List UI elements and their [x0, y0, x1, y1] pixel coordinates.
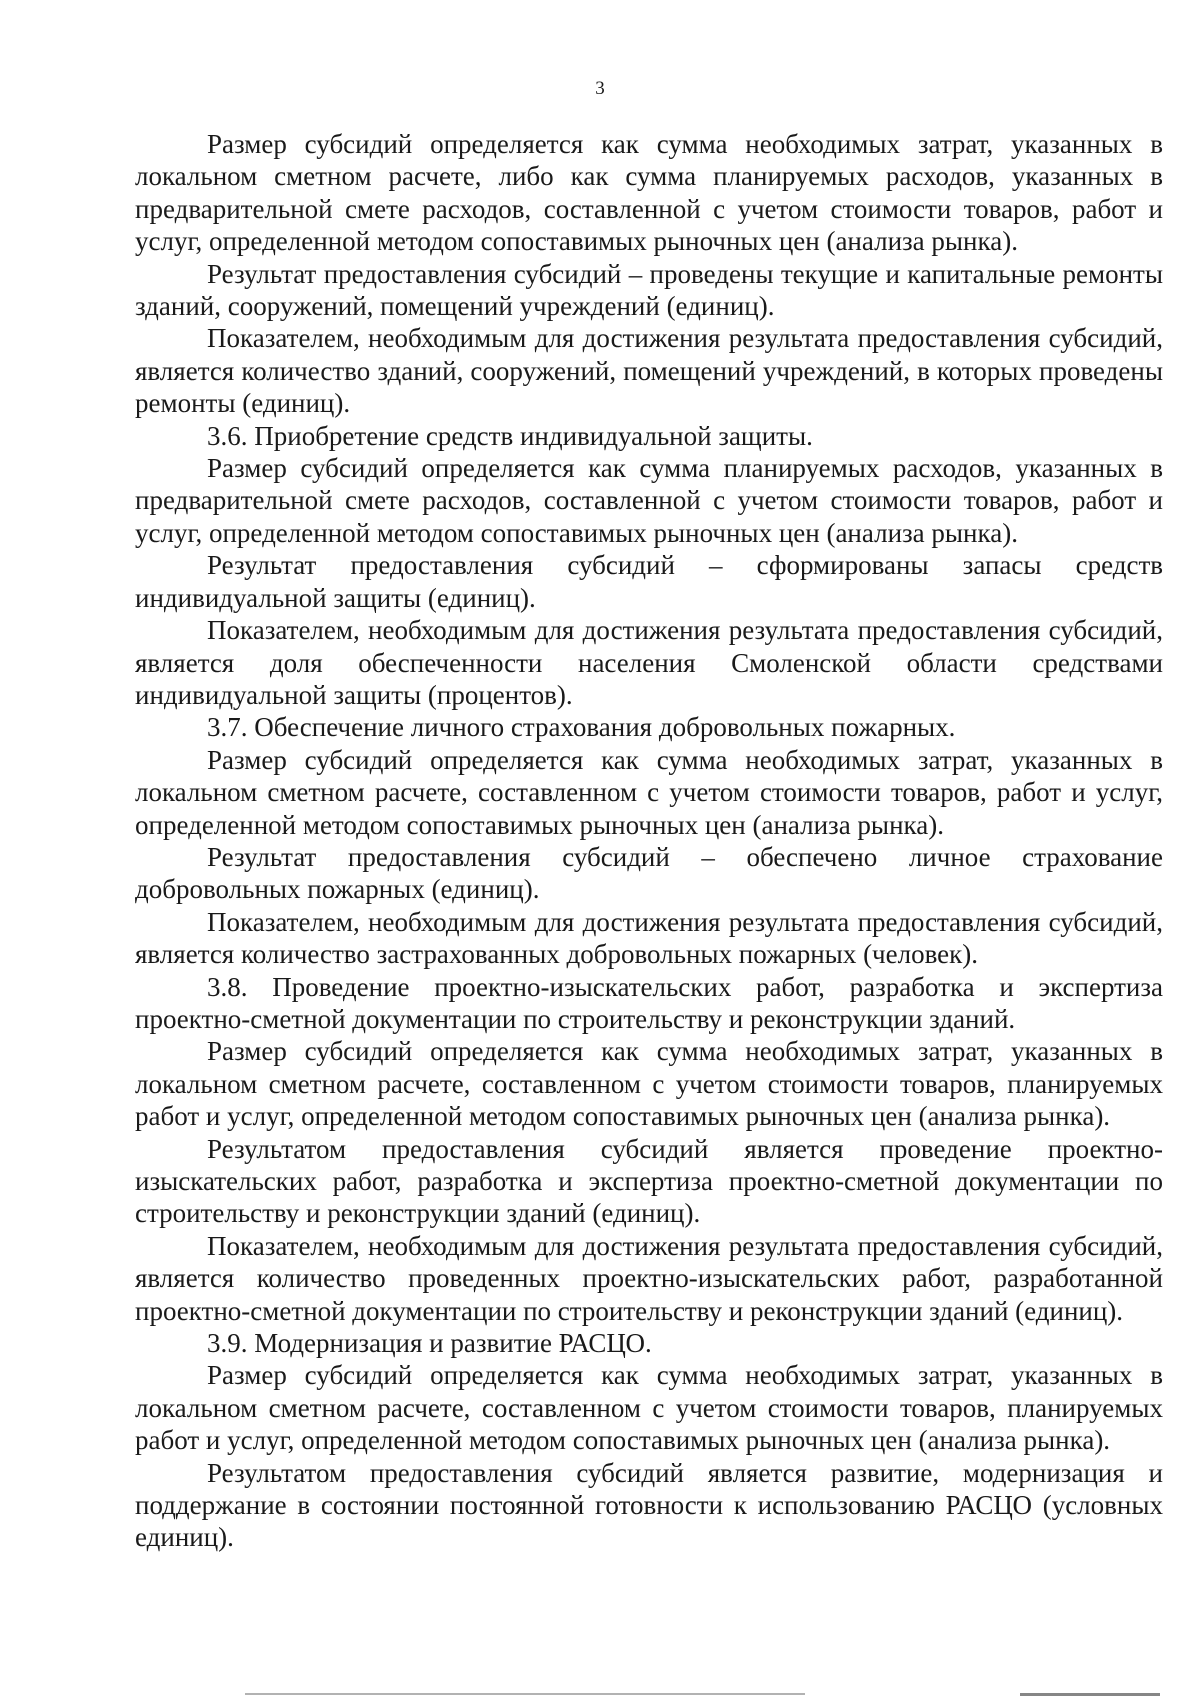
section-heading-3-6: 3.6. Приобретение средств индивидуальной защиты. [207, 420, 813, 451]
document-body [135, 128, 1163, 1554]
paragraph-subsidy-size-insurance: Размер субсидий определяется как сумма необходимых затрат, указанных в локальном сметном расчете, составленном с учетом стоимости товаров, работ и услуг, определенной методом сопоставимых рыночных цен (анализа рынка). [135, 744, 1163, 840]
paragraph-indicator-protection: Показателем, необходимым для достижения результата предоставления субсидий, является доля обеспеченности населения Смоленской области средствами индивидуальной защиты (процентов). [135, 615, 1163, 710]
paragraph-indicator-insurance: Показателем, необходимым для достижения результата предоставления субсидий, является количество застрахованных добровольных пожарных (человек). [135, 906, 1163, 970]
paragraph-subsidy-size-design: Размер субсидий определяется как сумма необходимых затрат, указанных в локальном сметном расчете, составленном с учетом стоимости товаров, планируемых работ и услуг, определенной методом сопоставимых рыночных цен (анализа рынка). [135, 1036, 1163, 1132]
paragraph-result-rasco: Результатом предоставления субсидий является развитие, модернизация и поддержание в состоянии постоянной готовности к использованию РАСЦО (условных единиц). [135, 1457, 1163, 1553]
section-heading-3-9: 3.9. Модернизация и развитие РАСЦО. [207, 1328, 652, 1359]
paragraph-subsidy-size-rasco: Размер субсидий определяется как сумма необходимых затрат, указанных в локальном сметном расчете, составленном с учетом стоимости товаров, планируемых работ и услуг, определенной методом сопоставимых рыночных цен (анализа рынка). [135, 1360, 1163, 1456]
paragraph-subsidy-size-protection: Размер субсидий определяется как сумма планируемых расходов, указанных в предварительной смете расходов, составленной с учетом стоимости товаров, работ и услуг, определенной методом сопоставимых рыночных цен (анализа рынка). [135, 453, 1163, 548]
paragraph-indicator-design: Показателем, необходимым для достижения результата предоставления субсидий, является количество проведенных проектно-изыскательских работ, разработанной проектно-сметной документации по строительству и реконструкции зданий (единиц). [135, 1230, 1163, 1326]
paragraph-result-protection: Результат предоставления субсидий – сформированы запасы средств индивидуальной защиты (единиц). [135, 550, 1163, 613]
section-heading-3-8: 3.8. Проведение проектно-изыскательских работ, разработка и экспертиза проектно-сметной документации по строительству и реконструкции зданий. [135, 971, 1163, 1034]
paragraph-result-design: Результатом предоставления субсидий является проведение проектно-изыскательских работ, разработка и экспертиза проектно-сметной документации по строительству и реконструкции зданий (единиц). [135, 1133, 1163, 1229]
paragraph-indicator-repairs: Показателем, необходимым для достижения результата предоставления субсидий, является количество зданий, сооружений, помещений учреждений, в которых проведены ремонты (единиц). [135, 323, 1163, 419]
section-heading-3-7: 3.7. Обеспечение личного страхования добровольных пожарных. [207, 712, 956, 743]
paragraph-result-insurance: Результат предоставления субсидий – обеспечено личное страхование добровольных пожарных (единиц). [135, 841, 1163, 905]
paragraph-result-repairs: Результат предоставления субсидий – проведены текущие и капитальные ремонты зданий, сооружений, помещений учреждений (единиц). [135, 258, 1163, 322]
scan-artifact-bottom-right [1020, 1693, 1160, 1696]
paragraph-subsidy-size-repairs: Размер субсидий определяется как сумма необходимых затрат, указанных в локальном сметном расчете, либо как сумма планируемых расходов, указанных в предварительной смете расходов, составленной с учетом стоимости товаров, работ и услуг, определенной методом сопоставимых рыночных цен (анализа рынка). [135, 129, 1163, 257]
scan-artifact-bottom-left [245, 1693, 805, 1695]
page-number: 3 [595, 78, 605, 99]
